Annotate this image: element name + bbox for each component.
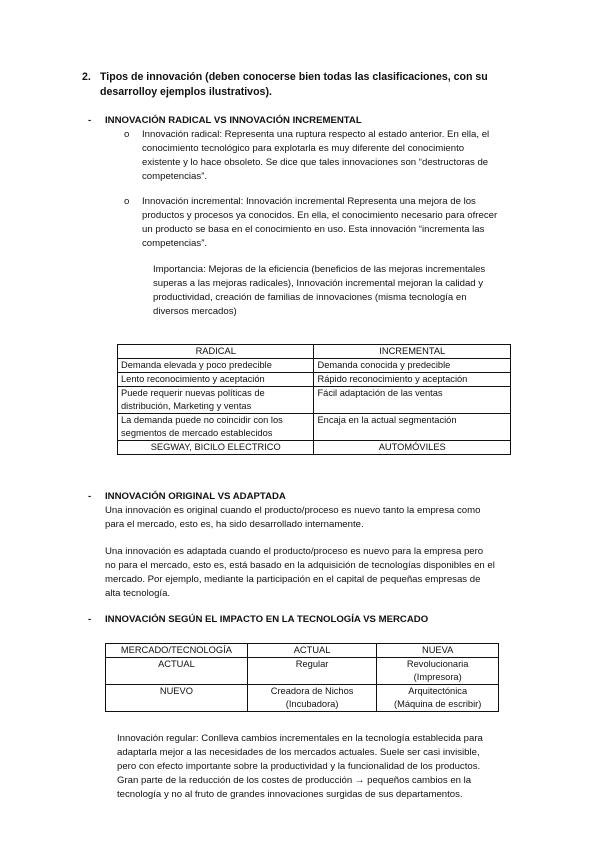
bullet-marker: o — [124, 196, 130, 207]
table-row — [118, 359, 511, 373]
text-line: alta tecnología. — [105, 588, 171, 599]
dash-marker: - — [88, 614, 92, 625]
text-line: tecnología y no al fruto de grandes innovaciones surgidas de sus departamentos. — [117, 789, 463, 800]
table-cell — [118, 414, 314, 441]
table-row — [118, 441, 511, 455]
example-radical: SEGWAY, BICILO ELECTRICO — [118, 441, 314, 455]
table-mercado-tecnologia — [105, 643, 499, 712]
section-title-line: desarrolloy ejemplos ilustrativos). — [100, 86, 272, 98]
cell-line: Arquitectónica — [408, 686, 468, 696]
text-line: Innovación regular: Conlleva cambios incrementales en la tecnología establecida para — [117, 733, 483, 744]
cell-arquitectonica — [377, 685, 499, 712]
table-cell: Lento reconocimiento y aceptación — [118, 373, 314, 387]
section-title — [100, 70, 580, 100]
cell-revolucionaria — [377, 658, 499, 685]
text-line: adaptarla mejor a las necesidades de los mercados actuales. Suele ser casi invisible, — [117, 747, 480, 758]
text-line: Importancia: Mejoras de la eficiencia (beneficios de las mejoras incrementales — [153, 264, 486, 275]
paragraph-adaptada — [105, 545, 585, 601]
text-line: superas a las mejoras radicales), Innovación incremental mejoran la calidad y — [153, 278, 484, 289]
text-line: Una innovación es original cuando el producto/proceso es nuevo tanto la empresa como — [105, 505, 481, 516]
cell-line: Revolucionaria — [406, 659, 469, 669]
text-line: conocimiento tecnológico para explotarla es muy diferente del conocimiento — [142, 143, 465, 154]
table-cell — [118, 387, 314, 414]
text-line: Innovación radical: Representa una ruptura respecto al estado anterior. En ella, el — [142, 129, 490, 140]
section-title-line: Tipos de innovación (deben conocerse bien todas las clasificaciones, con su — [100, 71, 488, 83]
table-row — [106, 685, 499, 712]
table-row — [118, 387, 511, 414]
text-line: productos y procesos ya conocidos. En ella, el conocimiento necesario para ofrecer — [142, 210, 498, 221]
header-mercado-tecnologia: MERCADO/TECNOLOGÍA — [106, 644, 248, 658]
cell-line: (Incubadora) — [285, 699, 339, 709]
cell-line: Creadora de Nichos — [270, 686, 354, 696]
paragraph-radical — [142, 128, 582, 184]
paragraph-regular — [117, 732, 587, 802]
heading-radical-vs-incremental: INNOVACIÓN RADICAL VS INNOVACIÓN INCREMENTAL — [105, 115, 362, 126]
text-line: Una innovación es adaptada cuando el producto/proceso es nuevo para la empresa pero — [105, 546, 484, 557]
table-cell: Demanda elevada y poco predecible — [118, 359, 314, 373]
heading-original-vs-adaptada: INNOVACIÓN ORIGINAL VS ADAPTADA — [105, 491, 286, 502]
text-line: Innovación incremental: Innovación incremental Representa una mejora de los — [142, 196, 476, 207]
example-incremental: AUTOMÓVILES — [314, 441, 511, 455]
text-line: existente y lo hace obsoleto. Se dice que tales innovaciones son “destructoras de — [142, 157, 489, 168]
cell-line: (Impresora) — [413, 672, 462, 682]
heading-impacto-tecnologia-mercado: INNOVACIÓN SEGÚN EL IMPACTO EN LA TECNOLOGÍA VS MERCADO — [105, 614, 429, 625]
paragraph-importancia — [153, 263, 583, 319]
cell-line: distribución, Marketing y ventas — [121, 401, 252, 411]
row-label-nuevo: NUEVO — [106, 685, 248, 712]
table-header-row — [118, 345, 511, 359]
bullet-marker: o — [124, 129, 130, 140]
text-line: diversos mercados) — [153, 306, 237, 317]
row-label-actual: ACTUAL — [106, 658, 248, 685]
text-line: no para el mercado, esto es, está basado en la adquisición de tecnologías disponibles en el — [105, 560, 495, 571]
cell-creadora-nichos — [247, 685, 377, 712]
text-line: competencias”. — [142, 238, 208, 249]
cell-regular: Regular — [247, 658, 377, 685]
dash-marker: - — [88, 491, 92, 502]
text-line: mercado. Por ejemplo, mediante la participación en el capital de pequeñas empresas de — [105, 574, 481, 585]
table-header-row — [106, 644, 499, 658]
header-incremental: INCREMENTAL — [314, 345, 511, 359]
paragraph-incremental — [142, 195, 582, 251]
text-line: competencias”. — [142, 171, 208, 182]
paragraph-original — [105, 504, 585, 532]
dash-marker: - — [88, 115, 92, 126]
header-nueva: NUEVA — [377, 644, 499, 658]
table-row — [118, 373, 511, 387]
text-line: un producto se basa en el conocimiento en uso. Esta innovación “incrementa las — [142, 224, 485, 235]
cell-line: segmentos de mercado establecidos — [121, 428, 273, 438]
table-row — [118, 414, 511, 441]
table-cell: Rápido reconocimiento y aceptación — [314, 373, 511, 387]
table-cell: Encaja en la actual segmentación — [314, 414, 511, 441]
header-actual: ACTUAL — [247, 644, 377, 658]
text-line: Gran parte de la reducción de los costes de producción → pequeños cambios en la — [117, 775, 472, 786]
section-number: 2. — [82, 71, 91, 83]
text-line: productividad, creación de familias de innovaciones (misma tecnología en — [153, 292, 467, 303]
table-radical-incremental — [117, 344, 511, 455]
table-cell: Fácil adaptación de las ventas — [314, 387, 511, 414]
cell-line: (Máquina de escribir) — [394, 699, 482, 709]
text-line: para el mercado, esto es, ha sido desarrollado internamente. — [105, 519, 364, 530]
text-line: pero con efecto importante sobre la productividad y la funcionalidad de los productos. — [117, 761, 481, 772]
header-radical: RADICAL — [118, 345, 314, 359]
cell-line: Puede requerir nuevas políticas de — [121, 388, 265, 398]
table-cell: Demanda conocida y predecible — [314, 359, 511, 373]
table-row — [106, 658, 499, 685]
cell-line: La demanda puede no coincidir con los — [121, 415, 283, 425]
